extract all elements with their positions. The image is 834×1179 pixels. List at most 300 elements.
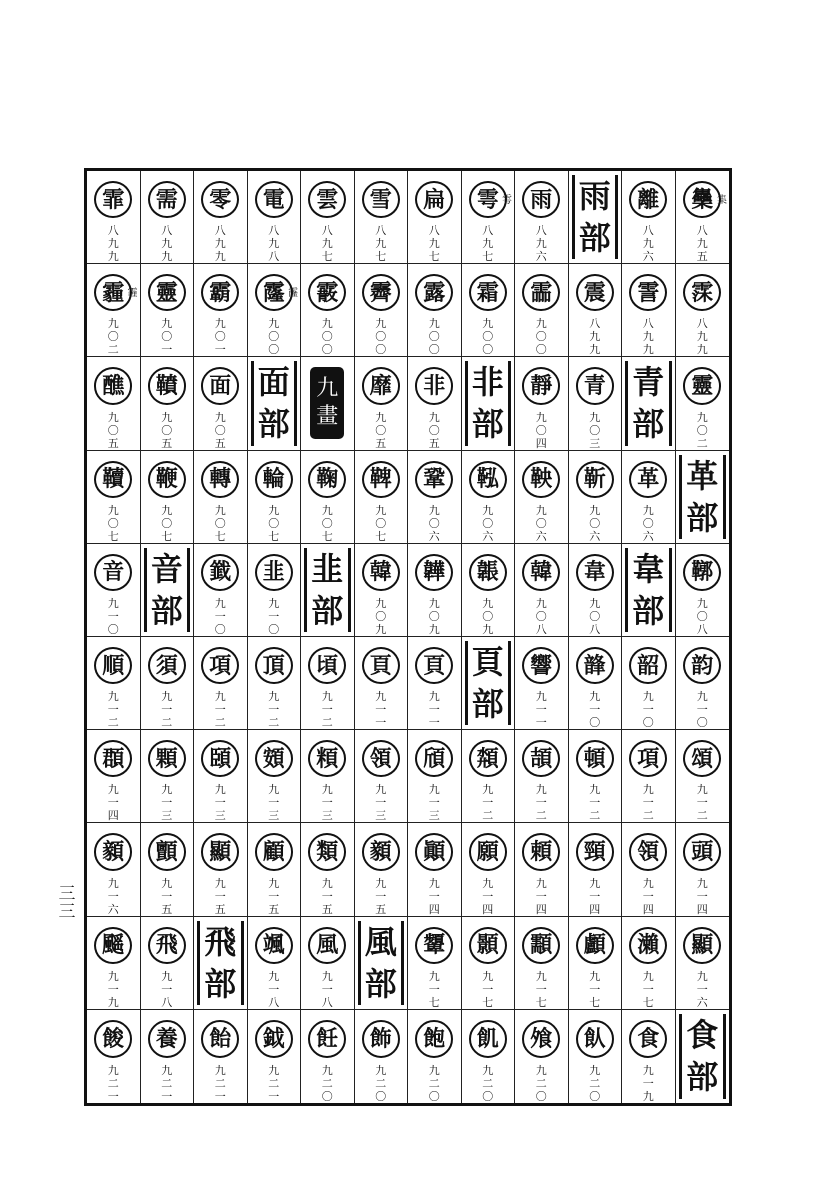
- index-entry: [248, 637, 302, 730]
- entry-page-number: 九 〇 七: [214, 503, 226, 543]
- entry-character: 零: [201, 181, 239, 218]
- index-entry: [622, 730, 676, 823]
- index-entry: [408, 264, 462, 357]
- entry-page-number: 九 一 五: [375, 876, 387, 916]
- entry-page-number: 九 〇 一: [161, 317, 173, 357]
- index-entry: [622, 917, 676, 1010]
- index-entry: [408, 823, 462, 916]
- stroke-count-label: 九 畫: [310, 367, 344, 439]
- radical-header: [248, 357, 302, 450]
- radical-header: [622, 357, 676, 450]
- index-entry: [194, 357, 248, 450]
- index-entry: [569, 823, 623, 916]
- index-entry: [408, 637, 462, 730]
- entry-character: 顧: [255, 833, 293, 870]
- index-entry: [194, 637, 248, 730]
- radical-label: 食 部: [686, 1016, 719, 1097]
- entry-character: 飢: [469, 1020, 507, 1058]
- entry-page-number: 九 一 三: [375, 783, 387, 823]
- index-entry: [569, 544, 623, 637]
- entry-page-number: 九 一 二: [482, 783, 494, 823]
- entry-character: 韭: [255, 554, 293, 591]
- index-entry: [355, 357, 409, 450]
- entry-page-number: 八 九 九: [161, 224, 173, 264]
- index-entry: [462, 1010, 516, 1103]
- entry-page-number: 九 一 〇: [696, 690, 708, 730]
- index-entry: [622, 823, 676, 916]
- radical-label: 非 部: [471, 363, 504, 444]
- entry-page-number: 八 九 六: [642, 224, 654, 264]
- entry-character: 風: [308, 927, 346, 964]
- entry-page-number: 九 一 四: [428, 876, 440, 916]
- entry-page-number: 九 二 〇: [589, 1063, 601, 1103]
- entry-character: 霅: [629, 274, 667, 311]
- index-entry: [301, 637, 355, 730]
- entry-page-number: 九 一 四: [642, 876, 654, 916]
- entry-page-number: 九 一 四: [535, 876, 547, 916]
- entry-page-number: 九 〇 七: [161, 503, 173, 543]
- entry-character: 頭: [683, 833, 721, 870]
- entry-page-number: 九 〇 七: [107, 503, 119, 543]
- entry-character: 雨: [522, 181, 560, 218]
- entry-character: 霰: [308, 274, 346, 311]
- entry-page-number: 九 一 二: [268, 690, 280, 730]
- index-entry: [408, 451, 462, 544]
- entry-character: 韵: [683, 647, 721, 684]
- index-entry: [141, 264, 195, 357]
- entry-character: 飛: [148, 927, 186, 964]
- index-entry: [194, 544, 248, 637]
- entry-page-number: 九 二 一: [107, 1063, 119, 1103]
- entry-page-number: 九 〇 〇: [428, 317, 440, 357]
- index-entry: [676, 171, 730, 264]
- index-entry: [569, 1010, 623, 1103]
- entry-character: 需: [148, 181, 186, 218]
- entry-character: 顯: [201, 833, 239, 870]
- index-entry: [301, 451, 355, 544]
- index-entry: [194, 1010, 248, 1103]
- entry-page-number: 九 一 四: [696, 876, 708, 916]
- entry-page-number: 九 一 三: [214, 783, 226, 823]
- radical-header: [355, 917, 409, 1010]
- index-entry: [87, 171, 141, 264]
- index-entry: [515, 451, 569, 544]
- entry-page-number: 九 〇 九: [482, 596, 494, 636]
- entry-page-number: 九 〇 五: [428, 410, 440, 450]
- entry-character: 韶: [629, 647, 667, 684]
- entry-page-number: 九 一 五: [268, 876, 280, 916]
- entry-character: 頮: [469, 740, 507, 777]
- entry-page-number: 八 九 九: [107, 224, 119, 264]
- index-entry: [622, 264, 676, 357]
- entry-character: 飪: [308, 1020, 346, 1058]
- index-entry: [515, 730, 569, 823]
- index-entry: [141, 730, 195, 823]
- entry-page-number: 九 一 二: [535, 783, 547, 823]
- index-entry: [676, 917, 730, 1010]
- entry-page-number: 九 〇 〇: [321, 317, 333, 357]
- entry-character: 願: [469, 833, 507, 870]
- entry-page-number: 九 一 二: [161, 690, 173, 730]
- index-entry: [87, 823, 141, 916]
- entry-character: 顡: [362, 833, 400, 870]
- entry-page-number: 九 一 二: [214, 690, 226, 730]
- character-index-grid: [84, 168, 732, 1106]
- entry-character: 韇: [94, 461, 132, 498]
- entry-page-number: 九 一 一: [375, 690, 387, 730]
- entry-page-number: 九 二 〇: [321, 1063, 333, 1103]
- index-entry: [87, 917, 141, 1010]
- entry-page-number: 八 九 六: [535, 224, 547, 264]
- entry-character: 䩿: [148, 367, 186, 404]
- entry-character: 鞹: [683, 554, 721, 591]
- radical-header: [141, 544, 195, 637]
- entry-character: 霂: [683, 274, 721, 311]
- entry-character: 瀨: [629, 927, 667, 964]
- entry-character: 須: [148, 647, 186, 684]
- index-entry: [248, 264, 302, 357]
- radical-header: [676, 451, 730, 544]
- index-entry: [515, 357, 569, 450]
- index-entry: [355, 171, 409, 264]
- index-entry: [462, 823, 516, 916]
- entry-character: 飧: [522, 1020, 560, 1058]
- radical-label: 面 部: [257, 363, 290, 444]
- entry-character: 颯: [255, 927, 293, 964]
- index-entry: [462, 451, 516, 544]
- entry-page-number: 九 一 七: [642, 969, 654, 1009]
- entry-page-number: 九 〇 七: [268, 503, 280, 543]
- entry-page-number: 九 〇 六: [589, 503, 601, 543]
- entry-character: 青: [576, 367, 614, 404]
- variant-note: 雩: [502, 195, 512, 206]
- entry-page-number: 九 一 三: [161, 783, 173, 823]
- entry-character: 鉞: [255, 1020, 293, 1058]
- index-entry: [355, 451, 409, 544]
- index-entry: [248, 917, 302, 1010]
- entry-character: 項: [629, 740, 667, 777]
- entry-character: 醮: [94, 367, 132, 404]
- index-entry: [87, 451, 141, 544]
- variant-note: 霳: [288, 288, 298, 300]
- index-entry: [569, 730, 623, 823]
- entry-page-number: 九 〇 〇: [268, 317, 280, 357]
- entry-character: 轉: [201, 461, 239, 498]
- entry-character: 電: [255, 181, 293, 218]
- radical-header: [676, 1010, 730, 1103]
- entry-character: 顚: [415, 833, 453, 870]
- index-entry: [194, 264, 248, 357]
- index-entry: [355, 544, 409, 637]
- entry-character: 鞅: [522, 461, 560, 498]
- radical-label: 韋 部: [632, 549, 665, 630]
- radical-header: [301, 544, 355, 637]
- entry-page-number: 九 二 〇: [428, 1063, 440, 1103]
- stroke-count-header: [301, 357, 355, 450]
- entry-character: 頡: [522, 740, 560, 777]
- index-entry: [569, 637, 623, 730]
- entry-character: 頁: [415, 647, 453, 684]
- index-entry: [248, 544, 302, 637]
- entry-character: 離: [629, 181, 667, 218]
- entry-character: 飽: [415, 1020, 453, 1058]
- entry-page-number: 九 一 九: [107, 969, 119, 1009]
- index-entry: [248, 730, 302, 823]
- index-entry: [462, 264, 516, 357]
- entry-character: 靈: [683, 367, 721, 404]
- entry-character: 雩: [469, 181, 507, 218]
- entry-character: 鞞: [362, 461, 400, 498]
- entry-page-number: 九 〇 五: [214, 410, 226, 450]
- entry-character: 非: [415, 367, 453, 404]
- entry-page-number: 九 〇 八: [535, 596, 547, 636]
- entry-page-number: 九 一 六: [696, 969, 708, 1009]
- entry-page-number: 九 一 八: [321, 969, 333, 1009]
- entry-character: 飾: [362, 1020, 400, 1058]
- radical-header: [569, 171, 623, 264]
- entry-page-number: 八 九 五: [696, 224, 708, 264]
- entry-page-number: 九 一 〇: [107, 596, 119, 636]
- entry-page-number: 八 九 七: [482, 224, 494, 264]
- entry-character: 顫: [148, 833, 186, 870]
- entry-page-number: 九 〇 八: [589, 596, 601, 636]
- index-entry: [194, 171, 248, 264]
- index-entry: [141, 917, 195, 1010]
- index-entry: [355, 823, 409, 916]
- entry-page-number: 九 〇 五: [107, 410, 119, 450]
- entry-character: 輪: [255, 461, 293, 498]
- index-entry: [141, 823, 195, 916]
- entry-character: 頣: [201, 740, 239, 777]
- index-entry: [301, 171, 355, 264]
- index-entry: [87, 544, 141, 637]
- index-entry: [355, 637, 409, 730]
- entry-page-number: 九 〇 五: [375, 410, 387, 450]
- entry-character: 韱: [201, 554, 239, 591]
- entry-page-number: 九 一 一: [428, 690, 440, 730]
- entry-page-number: 九 〇 六: [642, 503, 654, 543]
- entry-character: 頪: [308, 740, 346, 777]
- entry-character: 霾: [94, 274, 132, 311]
- index-entry: [676, 264, 730, 357]
- entry-page-number: 九 一 八: [268, 969, 280, 1009]
- index-entry: [408, 357, 462, 450]
- index-entry: [301, 264, 355, 357]
- entry-character: 顯: [683, 927, 721, 964]
- index-entry: [87, 730, 141, 823]
- entry-page-number: 九 〇 六: [535, 503, 547, 543]
- entry-character: 霝: [522, 274, 560, 311]
- entry-character: 頸: [576, 833, 614, 870]
- entry-character: 顡: [94, 833, 132, 870]
- index-entry: [408, 917, 462, 1010]
- radical-header: [462, 357, 516, 450]
- index-entry: [248, 171, 302, 264]
- entry-page-number: 九 一 九: [642, 1063, 654, 1103]
- entry-character: 頓: [576, 740, 614, 777]
- entry-page-number: 九 〇 〇: [482, 317, 494, 357]
- radical-label: 韭 部: [311, 549, 344, 630]
- index-entry: [515, 823, 569, 916]
- entry-character: 鞠: [308, 461, 346, 498]
- entry-character: 領: [362, 740, 400, 777]
- entry-page-number: 九 一 四: [589, 876, 601, 916]
- entry-page-number: 九 二 〇: [482, 1063, 494, 1103]
- index-entry: [569, 357, 623, 450]
- entry-page-number: 八 九 九: [642, 317, 654, 357]
- entry-page-number: 九 一 〇: [214, 596, 226, 636]
- entry-page-number: 八 九 七: [428, 224, 440, 264]
- entry-character: 類: [308, 833, 346, 870]
- entry-page-number: 九 〇 八: [696, 596, 708, 636]
- entry-character: 顬: [522, 927, 560, 964]
- entry-page-number: 九 一 四: [482, 876, 494, 916]
- entry-page-number: 九 一 二: [107, 690, 119, 730]
- entry-character: 飴: [201, 1020, 239, 1058]
- entry-page-number: 八 九 九: [696, 317, 708, 357]
- radical-header: [622, 544, 676, 637]
- entry-character: 頞: [255, 740, 293, 777]
- entry-character: 雪: [362, 181, 400, 218]
- entry-page-number: 九 一 三: [268, 783, 280, 823]
- entry-page-number: 九 〇 三: [589, 410, 601, 450]
- entry-character: 霜: [469, 274, 507, 311]
- entry-character: 霽: [362, 274, 400, 311]
- index-entry: [676, 544, 730, 637]
- entry-character: 靈: [148, 274, 186, 311]
- entry-character: 養: [148, 1020, 186, 1058]
- entry-character: 靡: [362, 367, 400, 404]
- entry-page-number: 九 一 二: [696, 783, 708, 823]
- entry-character: 韸: [576, 647, 614, 684]
- entry-page-number: 九 一 一: [535, 690, 547, 730]
- index-entry: [622, 171, 676, 264]
- index-entry: [141, 451, 195, 544]
- entry-page-number: 八 九 九: [214, 224, 226, 264]
- entry-page-number: 九 〇 二: [107, 317, 119, 357]
- entry-character: 韡: [415, 554, 453, 591]
- index-entry: [515, 171, 569, 264]
- index-entry: [194, 451, 248, 544]
- index-entry: [355, 1010, 409, 1103]
- entry-page-number: 九 〇 九: [375, 596, 387, 636]
- entry-page-number: 九 〇 一: [214, 317, 226, 357]
- entry-character: 頼: [522, 833, 560, 870]
- entry-character: 領: [629, 833, 667, 870]
- entry-page-number: 九 一 三: [428, 783, 440, 823]
- entry-page-number: 九 二 一: [268, 1063, 280, 1103]
- index-entry: [462, 171, 516, 264]
- variant-note: 霾: [127, 288, 138, 300]
- index-entry: [676, 357, 730, 450]
- index-entry: [569, 264, 623, 357]
- radical-label: 音 部: [150, 549, 183, 630]
- index-entry: [87, 357, 141, 450]
- index-entry: [355, 264, 409, 357]
- entry-character: 䬙: [94, 927, 132, 964]
- entry-page-number: 九 二 〇: [375, 1063, 387, 1103]
- radical-label: 飛 部: [204, 922, 237, 1003]
- index-entry: [515, 544, 569, 637]
- index-entry: [622, 451, 676, 544]
- entry-page-number: 九 一 五: [214, 876, 226, 916]
- entry-page-number: 九 一 〇: [642, 690, 654, 730]
- index-entry: [515, 264, 569, 357]
- entry-character: 雲: [308, 181, 346, 218]
- entry-page-number: 九 一 四: [107, 783, 119, 823]
- index-entry: [141, 357, 195, 450]
- index-entry: [622, 1010, 676, 1103]
- entry-page-number: 九 〇 〇: [535, 317, 547, 357]
- entry-page-number: 九 一 七: [482, 969, 494, 1009]
- entry-character: 雧: [683, 181, 721, 218]
- entry-character: 頂: [255, 647, 293, 684]
- entry-character: 韋: [576, 554, 614, 591]
- entry-page-number: 九 一 〇: [589, 690, 601, 730]
- entry-page-number: 九 一 三: [321, 783, 333, 823]
- index-entry: [408, 171, 462, 264]
- index-entry: [569, 451, 623, 544]
- index-entry: [87, 637, 141, 730]
- index-entry: [301, 730, 355, 823]
- entry-character: 扁: [415, 181, 453, 218]
- entry-page-number: 九 二 一: [214, 1063, 226, 1103]
- entry-character: 靳: [576, 461, 614, 498]
- index-entry: [301, 823, 355, 916]
- entry-character: 頌: [683, 740, 721, 777]
- entry-page-number: 九 一 七: [428, 969, 440, 1009]
- radical-label: 頁 部: [471, 643, 504, 724]
- index-entry: [622, 637, 676, 730]
- entry-page-number: 八 九 七: [375, 224, 387, 264]
- index-entry: [408, 544, 462, 637]
- entry-character: 霳: [255, 274, 293, 311]
- radical-label: 青 部: [632, 363, 665, 444]
- entry-character: 震: [576, 274, 614, 311]
- entry-page-number: 九 〇 六: [428, 503, 440, 543]
- index-entry: [194, 730, 248, 823]
- index-entry: [676, 730, 730, 823]
- entry-character: 霸: [201, 274, 239, 311]
- entry-character: 音: [94, 554, 132, 591]
- entry-page-number: 九 一 〇: [268, 596, 280, 636]
- entry-character: 顰: [415, 927, 453, 964]
- index-entry: [87, 264, 141, 357]
- index-entry: [462, 917, 516, 1010]
- radical-label: 雨 部: [578, 177, 611, 258]
- entry-character: 頵: [94, 740, 132, 777]
- entry-page-number: 九 一 八: [161, 969, 173, 1009]
- entry-character: 鞏: [415, 461, 453, 498]
- page-number: 三三: [58, 884, 76, 922]
- entry-character: 順: [94, 647, 132, 684]
- entry-page-number: 八 九 七: [321, 224, 333, 264]
- radical-label: 革 部: [686, 456, 719, 537]
- index-entry: [408, 1010, 462, 1103]
- entry-page-number: 九 一 五: [161, 876, 173, 916]
- entry-character: 項: [201, 647, 239, 684]
- entry-character: 霏: [94, 181, 132, 218]
- entry-page-number: 九 〇 〇: [375, 317, 387, 357]
- entry-page-number: 九 〇 五: [161, 410, 173, 450]
- entry-character: 食: [629, 1020, 667, 1058]
- radical-header: [194, 917, 248, 1010]
- entry-page-number: 九 一 二: [642, 783, 654, 823]
- entry-character: 顱: [576, 927, 614, 964]
- entry-character: 韔: [469, 554, 507, 591]
- entry-page-number: 九 一 二: [589, 783, 601, 823]
- entry-character: 飤: [576, 1020, 614, 1058]
